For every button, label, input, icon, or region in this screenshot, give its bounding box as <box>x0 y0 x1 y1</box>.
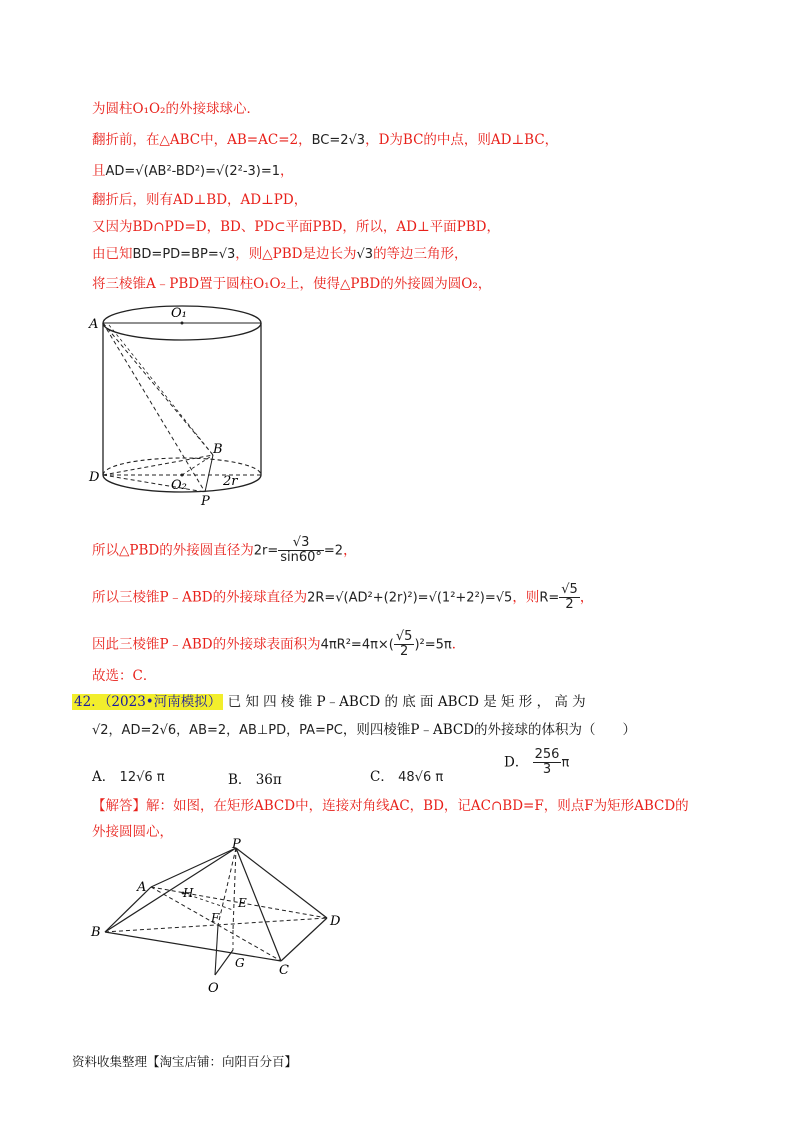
solution-line-10: 因此三棱锥P﹣ABD的外接球表面积为4πR²=4π×( $\frac{√5}{2}$ )²=5π． <box>92 629 466 660</box>
solution-line-6: 由已知BD=PD=BP=√3，则△PBD是边长为√3的等边三角形， <box>92 246 468 262</box>
label-g: G <box>235 956 245 970</box>
label-b: B <box>213 442 223 457</box>
question-number-source: 42．（2023•河南模拟） <box>74 694 222 710</box>
solution-line-8: 所以△PBD的外接圆直径为2r= $\frac{√3}{\sin 60^\circ}$ =2， <box>92 535 357 566</box>
label-p: P <box>201 494 210 509</box>
label-b2: B <box>91 925 101 940</box>
option-d[interactable]: D． $\frac{256}{3}$ π <box>504 747 570 778</box>
label-a2: A <box>137 880 147 895</box>
math-ad: AD=√(AB²-BD²)=√(2²-3)=1 <box>105 164 281 179</box>
solution-line-4: 翻折后，则有AD⊥BD，AD⊥PD， <box>92 192 308 208</box>
label-p2: P <box>232 837 241 852</box>
math-bc: BC=2√3 <box>311 133 366 148</box>
math-given: √2，AD=2√6，AB=2，AB⊥PD，PA=PC <box>92 723 343 738</box>
label-h: H <box>183 886 194 900</box>
label-c2: C <box>279 963 289 978</box>
label-o: O <box>208 981 219 996</box>
fraction-2r: $\frac{√3}{\sin 60^\circ}$ <box>280 535 322 566</box>
question-42-stem-line1: 42．（2023•河南模拟） 已 知 四 棱 锥 P﹣ABCD 的 底 面 ABCD 是 矩 形 ， 高 为 <box>74 694 586 710</box>
question-42-stem-line2: √2，AD=2√6，AB=2，AB⊥PD，PA=PC，则四棱锥P﹣ABCD的外接球的体积为（ ） <box>92 722 637 738</box>
math-sqrt3: √3 <box>356 247 374 262</box>
label-a: A <box>89 317 99 332</box>
fraction-sqrt5-2: $\frac{√5}{2}$ <box>395 629 413 660</box>
answer-line-2: 外接圆圆心， <box>92 824 173 840</box>
option-a[interactable]: A． 12√6 π <box>92 769 165 785</box>
pyramid-figure <box>85 835 355 1000</box>
cylinder-figure <box>85 295 275 520</box>
label-e: E <box>238 896 247 910</box>
label-d: D <box>89 470 100 485</box>
math-bd: BD=PD=BP=√3 <box>132 247 236 262</box>
answer-line-1: 【解答】解：如图，在矩形ABCD中，连接对角线AC，BD，记AC∩BD=F，则点F为矩形ABCD的 <box>92 798 689 814</box>
solution-line-11: 故选：C． <box>92 668 157 684</box>
solution-line-7: 将三棱锥A﹣PBD置于圆柱O₁O₂上，使得△PBD的外接圆为圆O₂， <box>92 276 492 292</box>
option-c[interactable]: C． 48√6 π <box>370 769 444 785</box>
label-2r: 2r <box>223 474 238 489</box>
option-b[interactable]: B． 36π <box>228 772 282 788</box>
label-o2: O₂ <box>171 478 187 493</box>
solution-line-2: 翻折前，在△ABC中，AB=AC=2，BC=2√3，D为BC的中点，则AD⊥BC， <box>92 132 559 148</box>
fraction-R: $\frac{√5}{2}$ <box>561 582 578 613</box>
label-o1: O₁ <box>171 306 187 321</box>
solution-line-5: 又因为BD∩PD=D，BD、PD⊂平面PBD，所以，AD⊥平面PBD， <box>92 219 500 235</box>
solution-line-1: 为圆柱O₁O₂的外接球球心． <box>92 101 260 117</box>
label-d2: D <box>330 914 341 929</box>
label-f: F <box>211 911 220 925</box>
footer-source: 资料收集整理【淘宝店铺：向阳百分百】 <box>72 1054 298 1069</box>
math-2R: 2R=√(AD²+(2r)²)=√(1²+2²)=√5 <box>307 590 513 606</box>
solution-line-3: 且AD=√(AB²-BD²)=√(2²-3)=1， <box>92 163 294 179</box>
solution-line-9: 所以三棱锥P﹣ABD的外接球直径为2R=√(AD²+(2r)²)=√(1²+2²)=√5，则R= $\frac{√5}{2}$ ， <box>92 582 594 613</box>
